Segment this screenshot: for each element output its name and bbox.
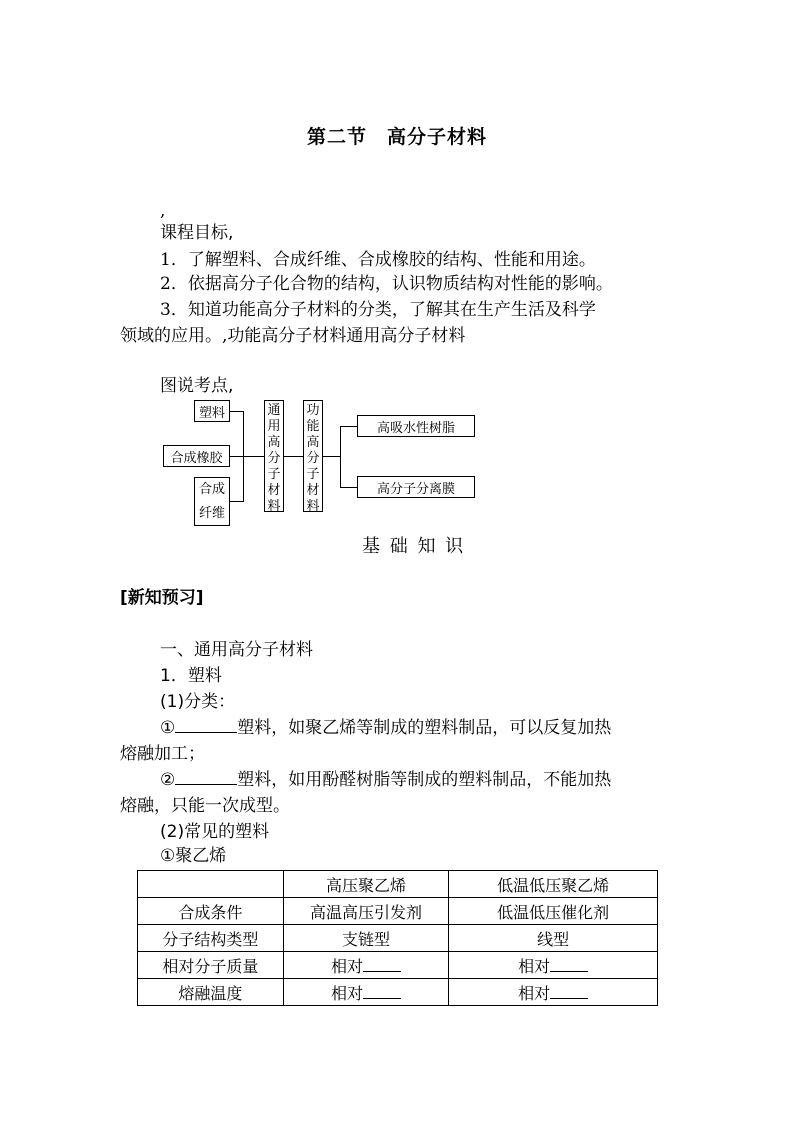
box-general-polymer bbox=[264, 400, 284, 512]
objective-item-3: 3．知道功能高分子材料的分类，了解其在生产生活及科学 bbox=[160, 300, 596, 320]
box-plastics: 塑料 bbox=[194, 400, 230, 422]
char: 高 bbox=[267, 435, 281, 450]
item-thermoplastic-cont: 熔融加工； bbox=[120, 744, 205, 764]
table-header-cell: 高压聚乙烯 bbox=[283, 871, 449, 898]
table-cell bbox=[449, 979, 658, 1006]
table-cell: 熔融温度 bbox=[138, 979, 284, 1006]
table-header-cell bbox=[138, 871, 284, 898]
table-cell: 线型 bbox=[449, 925, 658, 952]
classification-heading: (1)分类： bbox=[160, 692, 236, 712]
table-cell bbox=[283, 952, 449, 979]
item-text: 塑料，如用酚醛树脂等制成的塑料制品，不能加热 bbox=[237, 770, 612, 790]
connector bbox=[323, 456, 340, 457]
connector bbox=[340, 487, 357, 488]
connector bbox=[340, 426, 341, 488]
char: 材 bbox=[267, 483, 281, 498]
answer-blank bbox=[175, 731, 237, 733]
answer-blank bbox=[550, 970, 588, 972]
new-knowledge-heading: [新知预习] bbox=[120, 588, 204, 608]
connector bbox=[230, 501, 244, 502]
item-thermoplastic bbox=[160, 715, 611, 742]
table-header-row bbox=[138, 871, 658, 898]
answer-blank bbox=[363, 997, 401, 999]
objective-item-3-cont: 领域的应用。,功能高分子材料通用高分子材料 bbox=[120, 326, 466, 346]
objective-item-1: 1．了解塑料、合成纤维、合成橡胶的结构、性能和用途。 bbox=[160, 250, 596, 270]
fiber-label-top: 合成 bbox=[198, 481, 225, 497]
box-synthetic-fiber bbox=[194, 477, 230, 526]
char: 分 bbox=[267, 451, 281, 466]
box-superabsorbent-resin: 高吸水性树脂 bbox=[357, 415, 475, 437]
char: 料 bbox=[306, 499, 320, 514]
table-cell bbox=[449, 952, 658, 979]
answer-blank bbox=[550, 997, 588, 999]
char: 子 bbox=[306, 467, 320, 482]
cell-text: 相对 bbox=[518, 983, 551, 1003]
diagram-heading: 图说考点, bbox=[160, 376, 234, 396]
objectives-heading: 课程目标, bbox=[160, 223, 234, 243]
common-plastics-heading: (2)常见的塑料 bbox=[160, 822, 270, 842]
table-row bbox=[138, 898, 658, 925]
item-marker: ① bbox=[160, 718, 176, 738]
item-thermoset bbox=[160, 767, 611, 794]
table-cell: 合成条件 bbox=[138, 898, 284, 925]
table-cell bbox=[283, 979, 449, 1006]
cell-text: 相对 bbox=[518, 956, 551, 976]
table-cell: 低温低压催化剂 bbox=[449, 898, 658, 925]
char: 功 bbox=[306, 403, 320, 418]
section-banner: 基 础 知 识 bbox=[362, 536, 466, 557]
answer-blank bbox=[363, 970, 401, 972]
table-row bbox=[138, 925, 658, 952]
item-thermoset-cont: 熔融，只能一次成型。 bbox=[120, 796, 290, 816]
part-one-heading: 一、通用高分子材料 bbox=[160, 640, 313, 660]
char: 材 bbox=[306, 483, 320, 498]
cell-text: 相对 bbox=[331, 956, 364, 976]
char: 子 bbox=[267, 467, 281, 482]
table-cell: 支链型 bbox=[283, 925, 449, 952]
table-header-cell: 低温低压聚乙烯 bbox=[449, 871, 658, 898]
table-cell: 相对分子质量 bbox=[138, 952, 284, 979]
polyethylene-heading: ①聚乙烯 bbox=[160, 846, 227, 866]
table-row bbox=[138, 952, 658, 979]
connector bbox=[284, 456, 303, 457]
char: 分 bbox=[306, 451, 320, 466]
answer-blank bbox=[175, 783, 237, 785]
table-cell: 高温高压引发剂 bbox=[283, 898, 449, 925]
table-cell: 分子结构类型 bbox=[138, 925, 284, 952]
char: 料 bbox=[267, 499, 281, 514]
plastics-heading: 1．塑料 bbox=[160, 666, 222, 686]
box-functional-polymer bbox=[303, 400, 323, 512]
char: 能 bbox=[306, 419, 320, 434]
fiber-label-bottom: 纤维 bbox=[198, 505, 225, 521]
item-text: 塑料，如聚乙烯等制成的塑料制品，可以反复加热 bbox=[237, 718, 612, 738]
cell-text: 相对 bbox=[331, 983, 364, 1003]
polyethylene-table bbox=[137, 870, 658, 1006]
objective-item-2: 2．依据高分子化合物的结构，认识物质结构对性能的影响。 bbox=[160, 274, 613, 294]
connector bbox=[340, 426, 357, 427]
char: 用 bbox=[267, 419, 281, 434]
char: 高 bbox=[306, 435, 320, 450]
page-title: 第二节 高分子材料 bbox=[306, 126, 487, 148]
table-row bbox=[138, 979, 658, 1006]
connector bbox=[230, 456, 264, 457]
comma-mark: , bbox=[160, 201, 166, 221]
item-marker: ② bbox=[160, 770, 176, 790]
connector bbox=[230, 411, 244, 412]
box-separation-membrane: 高分子分离膜 bbox=[357, 476, 475, 498]
char: 通 bbox=[267, 403, 281, 418]
box-synthetic-rubber: 合成橡胶 bbox=[163, 445, 230, 467]
